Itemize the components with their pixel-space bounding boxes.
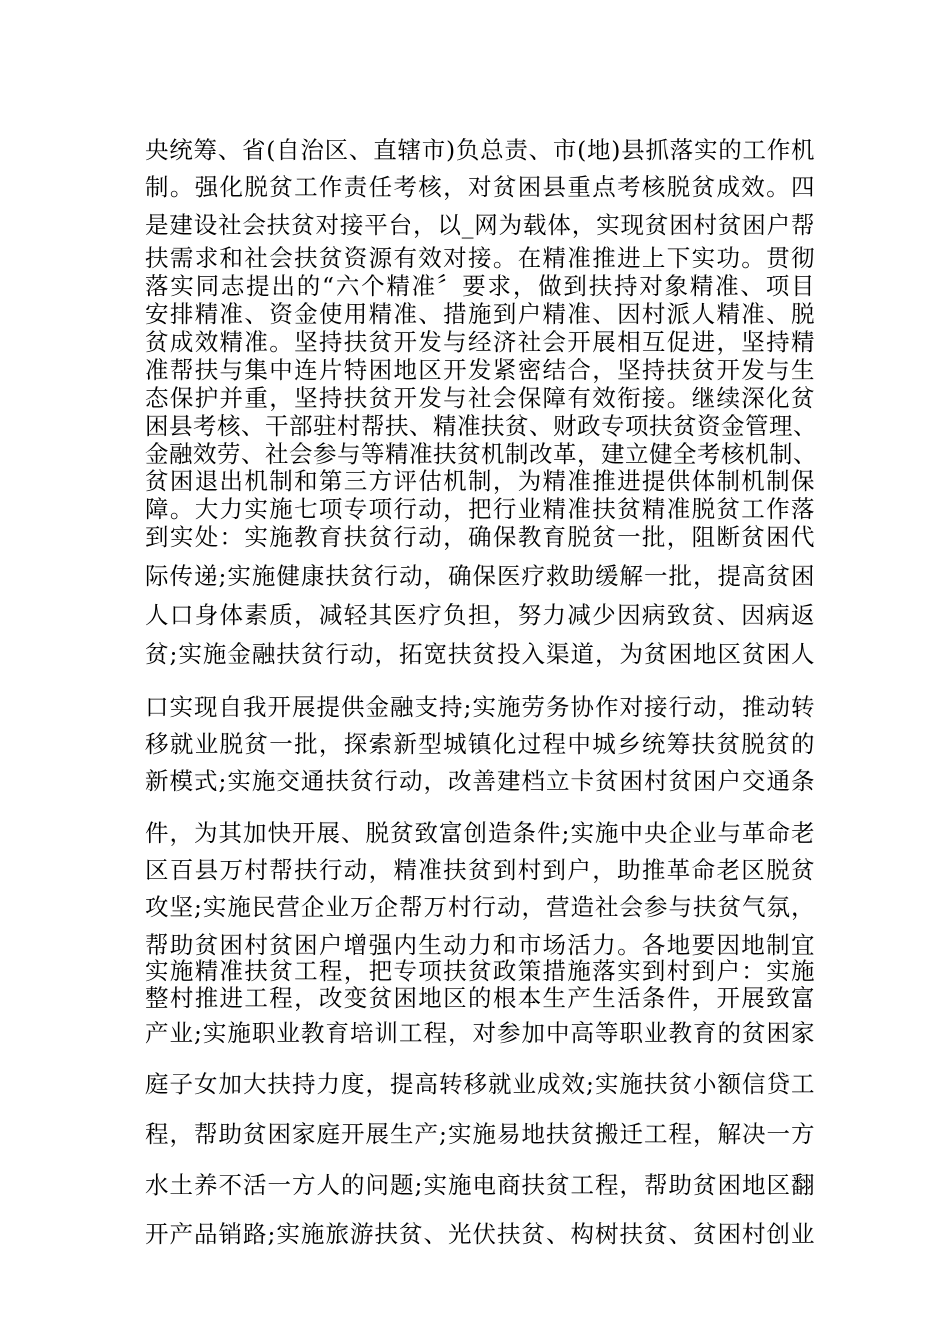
text-line: 产业;实施职业教育培训工程，对参加中高等职业教育的贫困家 <box>145 1019 815 1047</box>
text-line: 口实现自我开展提供金融支持;实施劳务协作对接行动，推动转 <box>145 693 815 721</box>
text-line: 开产品销路;实施旅游扶贫、光伏扶贫、构树扶贫、贫困村创业 <box>145 1220 815 1248</box>
text-line: 件，为其加快开展、脱贫致富创造条件;实施中央企业与革命老 <box>145 819 815 847</box>
text-line: 制。强化脱贫工作责任考核，对贫困县重点考核脱贫成效。四 <box>145 173 815 201</box>
text-line: 际传递;实施健康扶贫行动，确保医疗救助缓解一批，提高贫困 <box>145 562 815 590</box>
text-line: 攻坚;实施民营企业万企帮万村行动，营造社会参与扶贫气氛， <box>145 893 815 921</box>
text-line: 到实处：实施教育扶贫行动，确保教育脱贫一批，阻断贫困代 <box>145 523 815 551</box>
text-line: 态保护并重，坚持扶贫开发与社会保障有效衔接。继续深化贫 <box>145 384 815 412</box>
text-line: 是建设社会扶贫对接平台，以_网为载体，实现贫困村贫困户帮 <box>145 211 815 239</box>
text-line: 帮助贫困村贫困户增强内生动力和市场活力。各地要因地制宜 <box>145 931 815 959</box>
text-line: 人口身体素质，减轻其医疗负担，努力减少因病致贫、因病返 <box>145 601 815 629</box>
text-line: 困县考核、干部驻村帮扶、精准扶贫、财政专项扶贫资金管理、 <box>145 412 817 440</box>
text-line: 扶需求和社会扶贫资源有效对接。在精准推进上下实功。贯彻 <box>145 244 815 272</box>
text-line: 贫成效精准。坚持扶贫开发与经济社会开展相互促进，坚持精 <box>145 328 815 356</box>
text-line: 程，帮助贫困家庭开展生产;实施易地扶贫搬迁工程，解决一方 <box>145 1120 815 1148</box>
text-line: 区百县万村帮扶行动，精准扶贫到村到户，助推革命老区脱贫 <box>145 856 815 884</box>
text-line: 准帮扶与集中连片特困地区开发紧密结合，坚持扶贫开发与生 <box>145 356 815 384</box>
text-line: 安排精准、资金使用精准、措施到户精准、因村派人精准、脱 <box>145 300 815 328</box>
text-line: 新模式;实施交通扶贫行动，改善建档立卡贫困村贫困户交通条 <box>145 767 815 795</box>
text-line: 落实同志提出的“六个精准〞要求，做到扶持对象精准、项目 <box>145 272 815 300</box>
text-line: 央统筹、省(自治区、直辖市)负总责、市(地)县抓落实的工作机 <box>145 136 815 164</box>
text-line: 实施精准扶贫工程，把专项扶贫政策措施落实到村到户：实施 <box>145 957 815 985</box>
text-line: 障。大力实施七项专项行动，把行业精准扶贫精准脱贫工作落 <box>145 495 815 523</box>
text-line: 贫;实施金融扶贫行动，拓宽扶贫投入渠道，为贫困地区贫困人 <box>145 640 815 668</box>
text-line: 移就业脱贫一批，探索新型城镇化过程中城乡统筹扶贫脱贫的 <box>145 730 815 758</box>
text-line: 整村推进工程，改变贫困地区的根本生产生活条件，开展致富 <box>145 984 815 1012</box>
text-line: 水土养不活一方人的问题;实施电商扶贫工程，帮助贫困地区翻 <box>145 1171 815 1199</box>
text-line: 金融效劳、社会参与等精准扶贫机制改革，建立健全考核机制、 <box>145 440 817 468</box>
text-line: 庭子女加大扶持力度，提高转移就业成效;实施扶贫小额信贷工 <box>145 1070 815 1098</box>
text-line: 贫困退出机制和第三方评估机制，为精准推进提供体制机制保 <box>145 467 815 495</box>
